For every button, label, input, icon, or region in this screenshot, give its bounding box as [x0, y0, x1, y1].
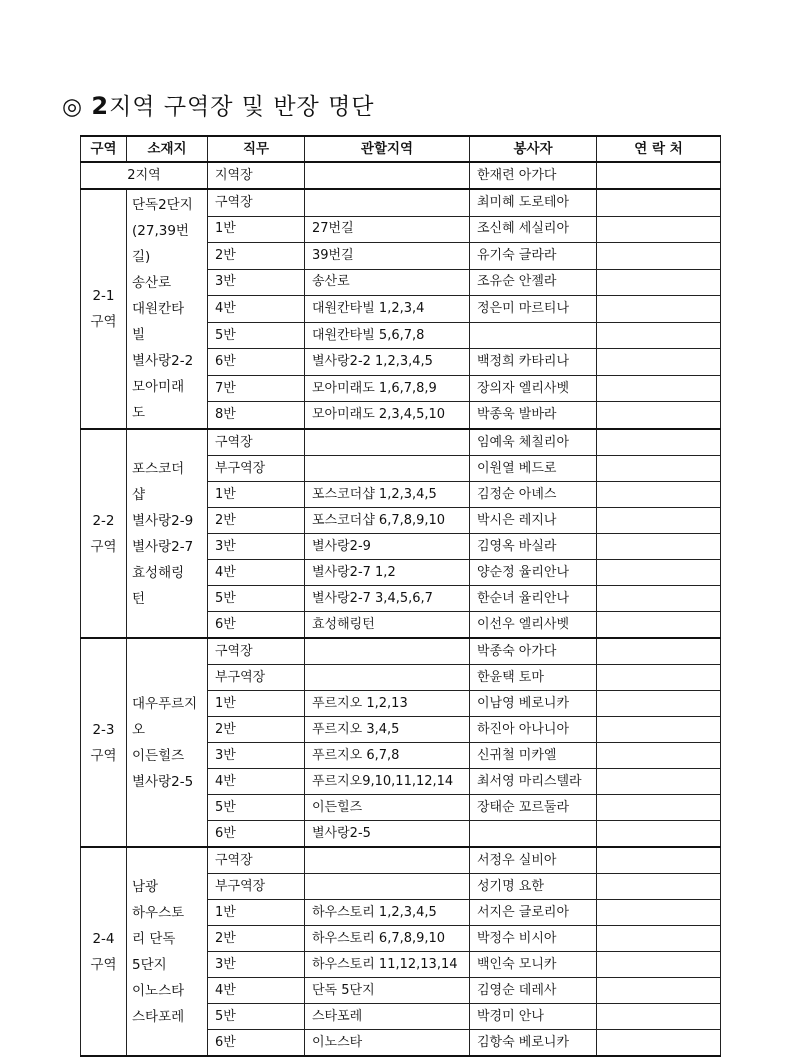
role-cell: 1반 — [208, 482, 305, 508]
zone-cell: 2-2 구역 — [81, 429, 127, 638]
contact-cell — [597, 216, 721, 243]
contact-cell — [597, 717, 721, 743]
area-cell — [305, 638, 470, 665]
area-cell: 스타포레 — [305, 1004, 470, 1030]
volunteer-cell: 박종숙 아가다 — [470, 638, 597, 665]
role-cell: 4반 — [208, 560, 305, 586]
area-cell: 이노스타 — [305, 1030, 470, 1057]
area-cell: 푸르지오 1,2,13 — [305, 691, 470, 717]
header-role: 직무 — [208, 136, 305, 162]
volunteer-cell: 이남영 베로니카 — [470, 691, 597, 717]
title-text: 지역 구역장 및 반장 명단 — [109, 94, 375, 120]
role-cell: 2반 — [208, 508, 305, 534]
volunteer-cell — [470, 322, 597, 349]
contact-cell — [597, 691, 721, 717]
table-row — [81, 189, 721, 216]
area-cell — [305, 847, 470, 874]
area-cell — [305, 456, 470, 482]
region-volunteer: 한재련 아가다 — [470, 162, 597, 189]
volunteer-cell: 성기명 요한 — [470, 874, 597, 900]
region-label: 2지역 — [81, 162, 208, 189]
header-contact: 연 락 처 — [597, 136, 721, 162]
role-cell: 4반 — [208, 978, 305, 1004]
contact-cell — [597, 847, 721, 874]
contact-cell — [597, 586, 721, 612]
header-volunteer: 봉사자 — [470, 136, 597, 162]
area-cell: 송산로 — [305, 269, 470, 296]
role-cell: 7반 — [208, 375, 305, 402]
area-cell — [305, 665, 470, 691]
area-cell: 별사랑2-9 — [305, 534, 470, 560]
area-cell: 대원칸타빌 1,2,3,4 — [305, 296, 470, 323]
area-cell: 별사랑2-5 — [305, 821, 470, 848]
contact-cell — [597, 429, 721, 456]
region-area — [305, 162, 470, 189]
role-cell: 5반 — [208, 586, 305, 612]
volunteer-cell: 이선우 엘리사벳 — [470, 612, 597, 639]
volunteer-cell — [470, 821, 597, 848]
contact-cell — [597, 534, 721, 560]
role-cell: 4반 — [208, 296, 305, 323]
contact-cell — [597, 926, 721, 952]
area-cell: 27번길 — [305, 216, 470, 243]
role-cell: 3반 — [208, 952, 305, 978]
volunteer-cell: 한순녀 율리안나 — [470, 586, 597, 612]
area-cell: 모아미래도 2,3,4,5,10 — [305, 402, 470, 429]
volunteer-cell: 신귀철 미카엘 — [470, 743, 597, 769]
volunteer-cell: 최미혜 도로테아 — [470, 189, 597, 216]
contact-cell — [597, 349, 721, 376]
volunteer-cell: 서정우 실비아 — [470, 847, 597, 874]
role-cell: 6반 — [208, 612, 305, 639]
role-cell: 3반 — [208, 534, 305, 560]
role-cell: 1반 — [208, 691, 305, 717]
location-cell: 포스코더 샵 별사랑2-9 별사랑2-7 효성해링 턴 — [127, 429, 208, 638]
area-cell: 별사랑2-2 1,2,3,4,5 — [305, 349, 470, 376]
contact-cell — [597, 482, 721, 508]
role-cell: 2반 — [208, 717, 305, 743]
contact-cell — [597, 743, 721, 769]
role-cell: 6반 — [208, 821, 305, 848]
contact-cell — [597, 508, 721, 534]
zone-cell: 2-4 구역 — [81, 847, 127, 1056]
role-cell: 3반 — [208, 743, 305, 769]
area-cell: 별사랑2-7 3,4,5,6,7 — [305, 586, 470, 612]
role-cell: 5반 — [208, 795, 305, 821]
role-cell: 구역장 — [208, 189, 305, 216]
role-cell: 6반 — [208, 1030, 305, 1057]
area-cell: 모아미래도 1,6,7,8,9 — [305, 375, 470, 402]
role-cell: 6반 — [208, 349, 305, 376]
volunteer-cell: 박종욱 발바라 — [470, 402, 597, 429]
contact-cell — [597, 1004, 721, 1030]
area-cell: 하우스토리 11,12,13,14 — [305, 952, 470, 978]
role-cell: 2반 — [208, 243, 305, 270]
area-cell: 단독 5단지 — [305, 978, 470, 1004]
title-number: 2 — [91, 92, 110, 120]
contact-cell — [597, 456, 721, 482]
contact-cell — [597, 402, 721, 429]
area-cell: 하우스토리 1,2,3,4,5 — [305, 900, 470, 926]
role-cell: 구역장 — [208, 429, 305, 456]
contact-cell — [597, 795, 721, 821]
header-location: 소재지 — [127, 136, 208, 162]
contact-cell — [597, 978, 721, 1004]
volunteer-cell: 박시은 레지나 — [470, 508, 597, 534]
volunteer-cell: 유기숙 글라라 — [470, 243, 597, 270]
contact-cell — [597, 375, 721, 402]
contact-cell — [597, 638, 721, 665]
page-title — [62, 88, 375, 121]
volunteer-cell: 김항숙 베로니카 — [470, 1030, 597, 1057]
role-cell: 구역장 — [208, 638, 305, 665]
volunteer-cell: 장의자 엘리사벳 — [470, 375, 597, 402]
role-cell: 부구역장 — [208, 874, 305, 900]
contact-cell — [597, 952, 721, 978]
table-row — [81, 429, 721, 456]
volunteer-cell: 박경미 안나 — [470, 1004, 597, 1030]
role-cell: 구역장 — [208, 847, 305, 874]
area-cell: 효성해링턴 — [305, 612, 470, 639]
contact-cell — [597, 665, 721, 691]
volunteer-cell: 최서영 마리스텔라 — [470, 769, 597, 795]
area-cell — [305, 429, 470, 456]
header-zone: 구역 — [81, 136, 127, 162]
volunteer-cell: 조유순 안젤라 — [470, 269, 597, 296]
volunteer-cell: 김정순 아녜스 — [470, 482, 597, 508]
contact-cell — [597, 269, 721, 296]
area-cell: 포스코더샵 1,2,3,4,5 — [305, 482, 470, 508]
volunteer-cell: 장태순 꼬르둘라 — [470, 795, 597, 821]
volunteer-cell: 김영옥 바실라 — [470, 534, 597, 560]
area-cell: 푸르지오 3,4,5 — [305, 717, 470, 743]
role-cell: 8반 — [208, 402, 305, 429]
volunteer-cell: 백정희 카타리나 — [470, 349, 597, 376]
location-cell: 대우푸르지 오 이든힐즈 별사랑2-5 — [127, 638, 208, 847]
area-cell: 푸르지오 6,7,8 — [305, 743, 470, 769]
role-cell: 1반 — [208, 216, 305, 243]
contact-cell — [597, 769, 721, 795]
contact-cell — [597, 189, 721, 216]
region-role: 지역장 — [208, 162, 305, 189]
volunteer-cell: 서지은 글로리아 — [470, 900, 597, 926]
volunteer-cell: 이원열 베드로 — [470, 456, 597, 482]
contact-cell — [597, 322, 721, 349]
area-cell — [305, 874, 470, 900]
role-cell: 5반 — [208, 322, 305, 349]
contact-cell — [597, 900, 721, 926]
area-cell: 푸르지오9,10,11,12,14 — [305, 769, 470, 795]
zone-cell: 2-3 구역 — [81, 638, 127, 847]
volunteer-cell: 정은미 마르티나 — [470, 296, 597, 323]
area-cell: 별사랑2-7 1,2 — [305, 560, 470, 586]
role-cell: 1반 — [208, 900, 305, 926]
volunteer-cell: 한윤택 토마 — [470, 665, 597, 691]
role-cell: 부구역장 — [208, 665, 305, 691]
header-area: 관할지역 — [305, 136, 470, 162]
volunteer-cell: 양순정 율리안나 — [470, 560, 597, 586]
location-cell: 남광 하우스토 리 단독 5단지 이노스타 스타포레 — [127, 847, 208, 1056]
role-cell: 4반 — [208, 769, 305, 795]
table-row — [81, 847, 721, 874]
contact-cell — [597, 874, 721, 900]
region-row — [81, 162, 721, 189]
volunteer-cell: 김영순 데레사 — [470, 978, 597, 1004]
contact-cell — [597, 243, 721, 270]
location-cell: 단독2단지 (27,39번길) 송산로 대원칸타 빌 별사랑2-2 모아미래 도 — [127, 189, 208, 429]
volunteer-cell: 조신혜 세실리아 — [470, 216, 597, 243]
role-cell: 5반 — [208, 1004, 305, 1030]
contact-cell — [597, 560, 721, 586]
contact-cell — [597, 1030, 721, 1057]
contact-cell — [597, 821, 721, 848]
area-cell — [305, 189, 470, 216]
header-row — [81, 136, 721, 162]
area-cell: 이든힐즈 — [305, 795, 470, 821]
volunteer-cell: 임예욱 체칠리아 — [470, 429, 597, 456]
zone-cell: 2-1 구역 — [81, 189, 127, 429]
area-cell: 39번길 — [305, 243, 470, 270]
table-row — [81, 638, 721, 665]
leader-roster-table — [80, 135, 721, 1057]
contact-cell — [597, 612, 721, 639]
area-cell: 포스코더샵 6,7,8,9,10 — [305, 508, 470, 534]
volunteer-cell: 백인숙 모니카 — [470, 952, 597, 978]
role-cell: 3반 — [208, 269, 305, 296]
circle-symbol-icon: ◎ — [62, 94, 84, 120]
volunteer-cell: 하진아 아나니아 — [470, 717, 597, 743]
volunteer-cell: 박정수 비시아 — [470, 926, 597, 952]
role-cell: 2반 — [208, 926, 305, 952]
contact-cell — [597, 296, 721, 323]
region-contact — [597, 162, 721, 189]
area-cell: 하우스토리 6,7,8,9,10 — [305, 926, 470, 952]
area-cell: 대원칸타빌 5,6,7,8 — [305, 322, 470, 349]
role-cell: 부구역장 — [208, 456, 305, 482]
